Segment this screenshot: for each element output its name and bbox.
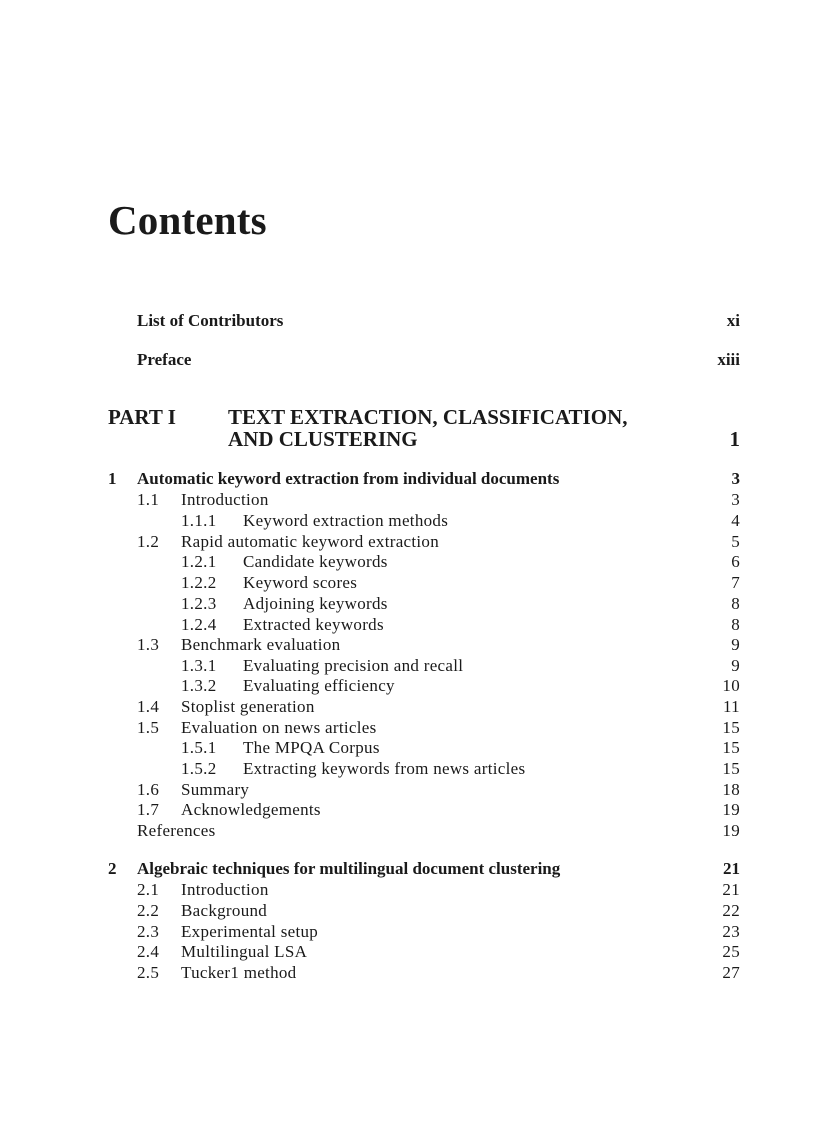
subsection-page: 15 [722,759,740,778]
subsection-title: Keyword extraction methods [243,511,449,530]
section-number: 1.5 [137,718,160,737]
section-number: 1.2 [137,532,160,551]
subsection-title: Adjoining keywords [243,594,388,613]
subsection-title: Evaluating precision and recall [243,656,464,675]
subsection-number: 1.2.1 [181,552,217,571]
toc-subsection[interactable] [0,573,816,595]
toc-entry-page: xiii [717,350,740,369]
chapter-number: 1 [108,469,117,488]
part-page: 1 [729,427,740,451]
toc-subsection[interactable] [0,759,816,781]
section-title: Experimental setup [181,922,319,941]
subsection-title: Evaluating efficiency [243,676,395,695]
section-title: Stoplist generation [181,697,315,716]
section-title: Introduction [181,490,269,509]
section-title: Acknowledgements [181,800,321,819]
section-page: 11 [723,697,740,716]
toc-entry-preface[interactable] [0,350,816,372]
toc-subsection[interactable] [0,676,816,698]
toc-section[interactable] [0,800,816,822]
section-page: 9 [731,635,740,654]
chapter-page: 3 [731,469,740,488]
toc-section[interactable] [0,490,816,512]
subsection-number: 1.2.4 [181,615,217,634]
subsection-page: 8 [731,615,740,634]
part-label: PART I [108,405,176,429]
section-number: 1.7 [137,800,160,819]
chapter-number: 2 [108,859,117,878]
references-title: References [137,821,216,840]
page-title: Contents [108,197,267,243]
section-number: 2.2 [137,901,160,920]
section-number: 2.1 [137,880,160,899]
section-title: Evaluation on news articles [181,718,377,737]
toc-entry-list-of-contributors[interactable] [0,311,816,333]
subsection-title: The MPQA Corpus [243,738,380,757]
section-page: 25 [722,942,740,961]
toc-subsection[interactable] [0,615,816,637]
toc-chapter-1[interactable] [0,469,816,491]
toc-entry-page: xi [726,311,740,330]
toc-section[interactable] [0,880,816,902]
section-number: 2.3 [137,922,160,941]
subsection-number: 1.3.1 [181,656,217,675]
section-number: 1.6 [137,780,160,799]
section-page: 23 [722,922,740,941]
section-number: 1.1 [137,490,160,509]
section-page: 5 [731,532,740,551]
subsection-page: 9 [731,656,740,675]
section-number: 1.4 [137,697,160,716]
toc-references[interactable] [0,821,816,843]
section-title: Tucker1 method [181,963,297,982]
toc-entry-title: List of Contributors [137,311,284,330]
toc-section[interactable] [0,697,816,719]
toc-entry-title: Preface [137,350,192,369]
section-page: 18 [722,780,740,799]
toc-section[interactable] [0,718,816,740]
subsection-page: 8 [731,594,740,613]
section-page: 19 [722,800,740,819]
section-page: 15 [722,718,740,737]
subsection-page: 15 [722,738,740,757]
section-title: Rapid automatic keyword extraction [181,532,440,551]
subsection-number: 1.3.2 [181,676,217,695]
section-title: Introduction [181,880,269,899]
subsection-page: 6 [731,552,740,571]
section-page: 22 [722,901,740,920]
toc-subsection[interactable] [0,738,816,760]
subsection-number: 1.5.2 [181,759,217,778]
subsection-page: 7 [731,573,740,592]
subsection-title: Extracting keywords from news articles [243,759,526,778]
section-number: 2.5 [137,963,160,982]
toc-section[interactable] [0,922,816,944]
section-number: 2.4 [137,942,160,961]
section-page: 3 [731,490,740,509]
section-page: 21 [722,880,740,899]
section-number: 1.3 [137,635,160,654]
part-title-line-1: TEXT EXTRACTION, CLASSIFICATION, [228,405,628,429]
section-title: Benchmark evaluation [181,635,341,654]
toc-subsection[interactable] [0,594,816,616]
toc-subsection[interactable] [0,552,816,574]
subsection-page: 10 [722,676,740,695]
subsection-number: 1.2.2 [181,573,217,592]
section-title: Multilingual LSA [181,942,308,961]
toc-section[interactable] [0,635,816,657]
toc-section[interactable] [0,532,816,554]
subsection-number: 1.1.1 [181,511,217,530]
section-title: Background [181,901,268,920]
toc-subsection[interactable] [0,511,816,533]
toc-section[interactable] [0,901,816,923]
toc-chapter-2[interactable] [0,859,816,881]
subsection-page: 4 [731,511,740,530]
toc-section[interactable] [0,963,816,985]
toc-section[interactable] [0,780,816,802]
subsection-number: 1.5.1 [181,738,217,757]
toc-part-1[interactable] [0,406,816,456]
toc-subsection[interactable] [0,656,816,678]
section-title: Summary [181,780,250,799]
subsection-title: Keyword scores [243,573,358,592]
references-page: 19 [722,821,740,840]
part-title-line-2: AND CLUSTERING [228,427,418,451]
subsection-title: Extracted keywords [243,615,384,634]
chapter-page: 21 [723,859,740,878]
chapter-title: Automatic keyword extraction from individual documents [137,469,560,488]
toc-section[interactable] [0,942,816,964]
section-page: 27 [722,963,740,982]
subsection-title: Candidate keywords [243,552,388,571]
subsection-number: 1.2.3 [181,594,217,613]
chapter-title: Algebraic techniques for multilingual document clustering [137,859,561,878]
